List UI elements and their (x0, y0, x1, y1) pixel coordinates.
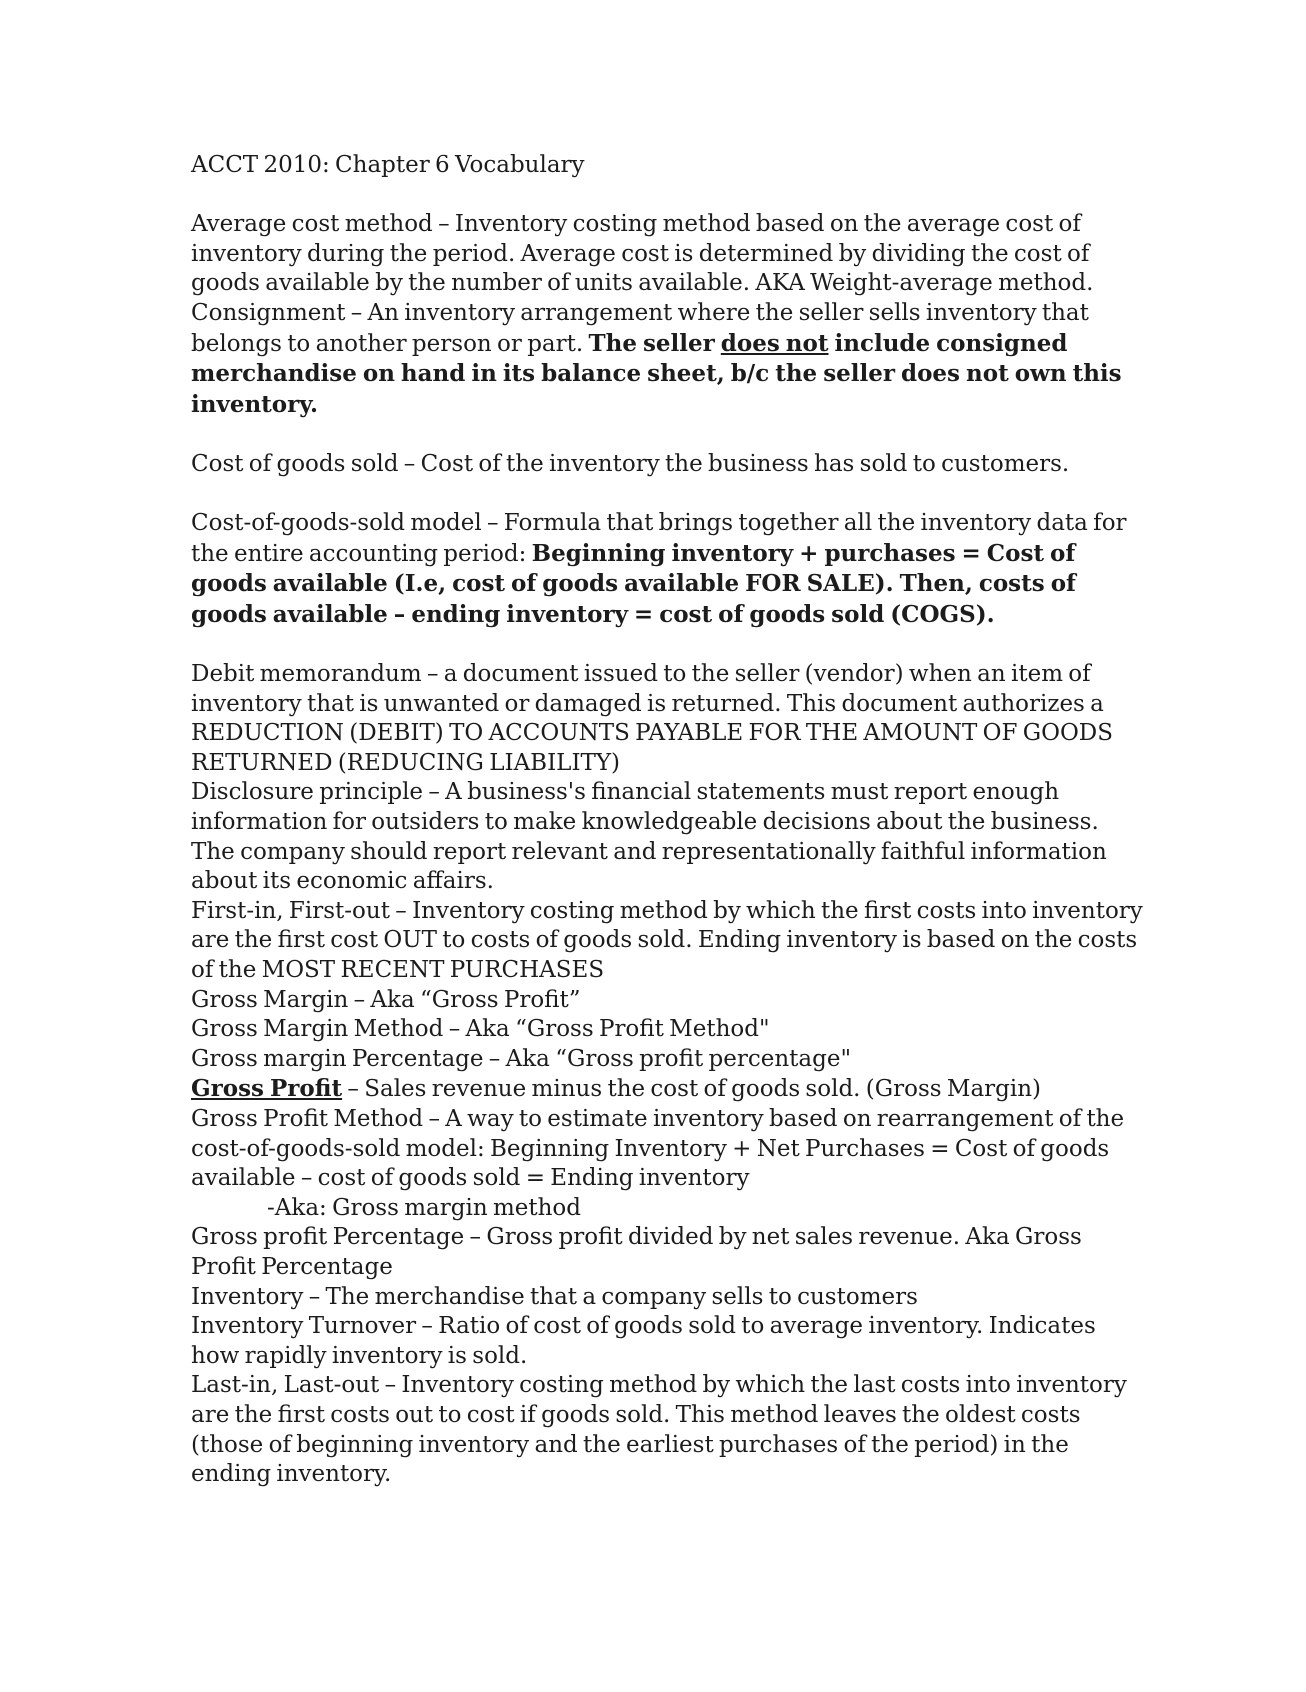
entry-cogs-model (191, 509, 1146, 630)
entry-disclosure-principle: Disclosure principle – A business's financial statements must report enough information for outsiders to make knowledgeable decisions about the business. The company should report relevant and representationally faithful information about its economic affairs. (191, 779, 1107, 895)
entry-gross-profit-method-aka: -Aka: Gross margin method (267, 1194, 581, 1221)
entry-gross-profit (191, 1074, 1146, 1105)
entry-average-cost: Average cost method – Inventory costing method based on the average cost of inventory during the period. Average cost is determined by dividing the cost of goods available by the number of units available. AKA Weight-average method. (191, 211, 1094, 297)
consignment-definition: Consignment – An inventory arrangement where the seller sells inventory that belongs to another person or part. (191, 299, 1089, 357)
spacer (191, 420, 1146, 450)
entry-inventory: Inventory – The merchandise that a company sells to customers (191, 1283, 918, 1310)
entry-gross-profit-percentage: Gross profit Percentage – Gross profit divided by net sales revenue. Aka Gross Profit Percentage (191, 1224, 1082, 1280)
gross-profit-definition: – Sales revenue minus the cost of goods sold. (Gross Margin) (342, 1076, 1042, 1103)
spacer (191, 181, 1146, 211)
cogs-model-formula: Beginning inventory + purchases = Cost of goods available (I.e, cost of goods available FOR SALE). Then, costs of goods available – ending inventory = cost of goods sold (COGS). (191, 539, 1076, 628)
entry-lifo: Last-in, Last-out – Inventory costing method by which the last costs into inventory are the first costs out to cost if goods sold. This method leaves the oldest costs (those of beginning inventory and the earliest purchases of the period) in the ending inventory. (191, 1372, 1127, 1488)
vocabulary-content (191, 151, 1146, 1490)
entry-gross-margin-percentage: Gross margin Percentage – Aka “Gross profit percentage" (191, 1045, 852, 1072)
gross-profit-term: Gross Profit (191, 1075, 343, 1103)
entry-gross-margin: Gross Margin – Aka “Gross Profit” (191, 986, 581, 1013)
entry-debit-memorandum: Debit memorandum – a document issued to the seller (vendor) when an item of inventory that is unwanted or damaged is returned. This document authorizes a REDUCTION (DEBIT) TO ACCOUNTS PAYABLE FOR THE AMOUNT OF GOODS RETURNED (REDUCING LIABILITY) (191, 661, 1114, 776)
entry-gross-profit-method: Gross Profit Method – A way to estimate inventory based on rearrangement of the cost-of-goods-sold model: Beginning Inventory + Net Purchases = Cost of goods available – cost of goods sold = Ending inventory (191, 1106, 1125, 1192)
document-title: ACCT 2010: Chapter 6 Vocabulary (191, 152, 585, 178)
consignment-emphasis: does not (720, 329, 829, 357)
consignment-note-start: The seller (588, 329, 721, 357)
entry-inventory-turnover: Inventory Turnover – Ratio of cost of goods sold to average inventory. Indicates how rapidly inventory is sold. (191, 1313, 1096, 1369)
entry-cost-of-goods-sold: Cost of goods sold – Cost of the inventory the business has sold to customers. (191, 450, 1070, 477)
entry-consignment (191, 299, 1146, 420)
entry-fifo: First-in, First-out – Inventory costing method by which the first costs into inventory are the first cost OUT to costs of goods sold. Ending inventory is based on the costs of the MOST RECENT PURCHASES (191, 897, 1143, 984)
cogs-model-definition: Cost-of-goods-sold model – Formula that brings together all the inventory data for the entire accounting period: (191, 510, 1127, 567)
spacer (191, 480, 1146, 510)
spacer (191, 631, 1146, 661)
entry-gross-margin-method: Gross Margin Method – Aka “Gross Profit Method" (191, 1016, 770, 1043)
consignment-note-end: include consigned merchandise on hand in its balance sheet, b/c the seller does not own this inventory. (191, 329, 1122, 418)
